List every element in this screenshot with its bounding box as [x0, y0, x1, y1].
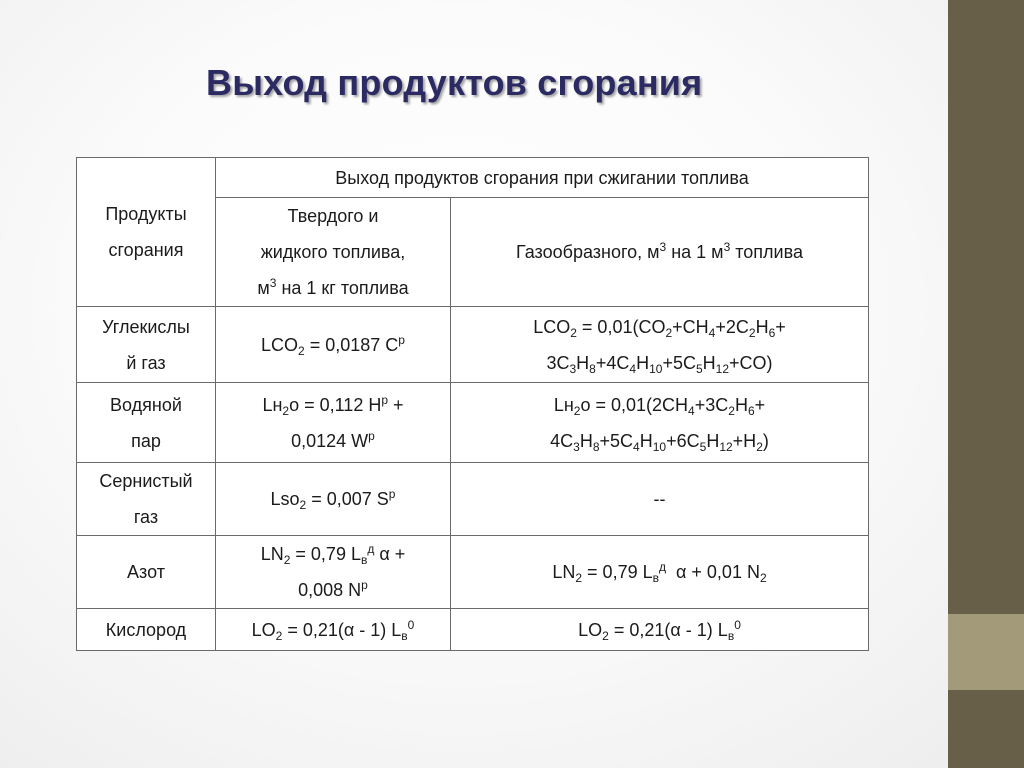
- row-name-o2: Кислород: [77, 609, 216, 651]
- formula-gas-h2o: $Lн_2о = 0,01(2CH_4+3C_2H_6+$ $4C_3H_8+5C_4H_{10}+6C_5H_{12}+H_2$): [451, 383, 869, 463]
- combustion-products-table: [76, 157, 869, 651]
- side-accent-block: [948, 614, 1024, 690]
- table-row: [77, 383, 869, 463]
- row-name-co2: Углекислы й газ: [77, 307, 216, 383]
- header-gas-fuel-cell: Газообразного, $м^3$ на 1 $м^3$ топлива: [451, 198, 869, 307]
- row-name-h2o: Водяной пар: [77, 383, 216, 463]
- header-group-cell: Выход продуктов сгорания при сжигании топлива: [216, 158, 869, 198]
- formula-solid-so2: Lso$_2$ = 0,007 $S^р$: [216, 463, 451, 536]
- table-row: [77, 536, 869, 609]
- formula-gas-co2: $LCO_2 = 0,01(CO_2+CH_4+2C_2H_6+$ $3C_3H_8+4C_4H_{10}+5C_5H_{12}+CO$): [451, 307, 869, 383]
- header-products-cell: Продукты сгорания: [77, 158, 216, 307]
- table-header-row: [77, 158, 869, 198]
- table-row: [77, 307, 869, 383]
- table-row: [77, 463, 869, 536]
- formula-solid-n2: $LN_2 = 0,79$ $L_в^д$ α + 0,008 $N^р$: [216, 536, 451, 609]
- table-row: [77, 609, 869, 651]
- formula-gas-n2: $LN_2 = 0,79$ $L_в^д$ α + 0,01 $N_2$: [451, 536, 869, 609]
- formula-solid-o2: $LO_2 = 0,21(\alpha - 1)$ $L_в^0$: [216, 609, 451, 651]
- row-name-so2: Сернистый газ: [77, 463, 216, 536]
- formula-solid-co2: $LCO_2 = 0,0187$ $C^р$: [216, 307, 451, 383]
- formula-gas-o2: $LO_2 = 0,21(\alpha - 1)$ $L_в^0$: [451, 609, 869, 651]
- header-solid-fuel-cell: Твердого и жидкого топлива, $м^3$ на 1 кг топлива: [216, 198, 451, 307]
- row-name-n2: Азот: [77, 536, 216, 609]
- formula-gas-so2: --: [451, 463, 869, 536]
- formula-solid-h2o: $Lн_2о = 0,112$ $H^р$ + 0,0124 $W^р$: [216, 383, 451, 463]
- slide-title: Выход продуктов сгорания: [206, 62, 703, 103]
